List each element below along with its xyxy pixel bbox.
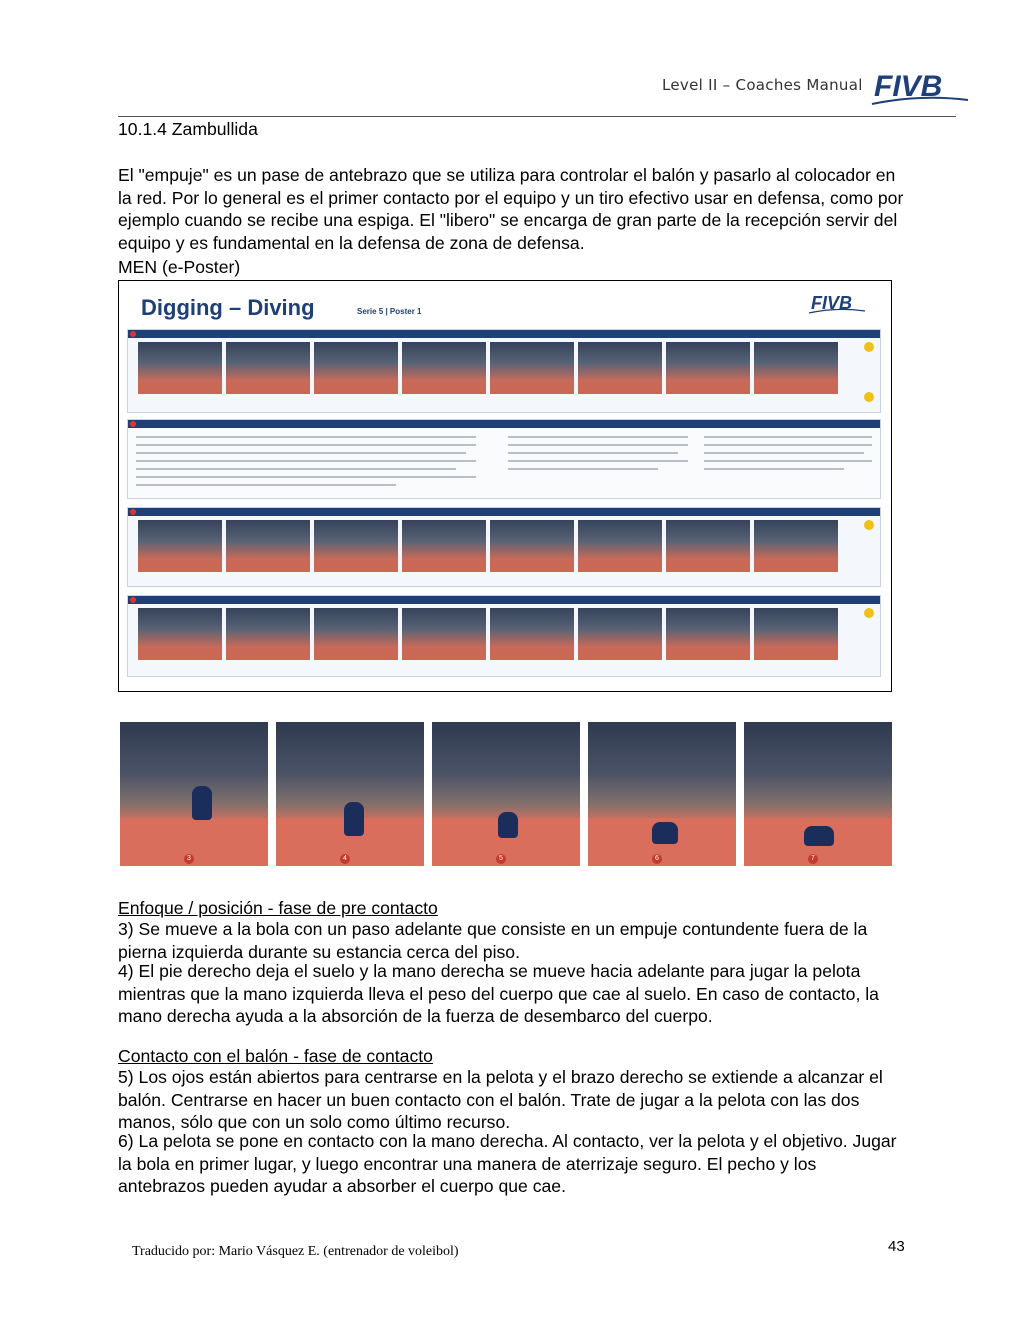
frame-badge: 3	[184, 854, 194, 864]
poster-teaching-description	[127, 419, 881, 499]
photo-frame-4	[276, 722, 424, 866]
section-1-item: 4) El pie derecho deja el suelo y la mano derecha se mueve hacia adelante para jugar la pelota mientras que la mano izquierda lleva el peso del cuerpo que cae al suelo. En caso de contacto, la mano derecha ayuda a la absorción de la fuerza de desembarco del cuerpo.	[118, 961, 879, 1026]
section-2-heading: Contacto con el balón - fase de contacto	[118, 1046, 433, 1066]
section-heading: 10.1.4 Zambullida	[118, 119, 258, 139]
play-icon[interactable]	[864, 342, 874, 352]
poster-strip-4	[127, 595, 881, 677]
photo-frame-5	[432, 722, 580, 866]
poster-fivb-logo	[805, 289, 869, 323]
section-2-item: 6) La pelota se pone en contacto con la mano derecha. Al contacto, ver la pelota y el objetivo. Jugar la bola en primer lugar, y luego encontrar una manera de aterrizaje seguro. El pecho y los antebrazos pueden ayudar a absorber el cuerpo que cae.	[118, 1131, 897, 1196]
intro-paragraph: El "empuje" es un pase de antebrazo que se utiliza para controlar el balón y pasarlo al colocador en la red. Por lo general es el primer contacto por el equipo y un tiro efectivo usar en defensa, como por ejemplo cuando se recibe una espiga. El "libero" se encarga de gran parte de la recepción servir del equipo y es fundamental en la defensa de zona de defensa.	[118, 165, 904, 253]
e-poster	[118, 280, 892, 692]
fivb-logo-text: FIVB	[874, 70, 943, 103]
photo-frame-3	[120, 722, 268, 866]
frame-badge: 5	[496, 854, 506, 864]
photo-frame-7	[744, 722, 892, 866]
poster-strip-3	[127, 507, 881, 587]
photo-frame-6	[588, 722, 736, 866]
frame-badge: 6	[652, 854, 662, 864]
page-number: 43	[888, 1238, 905, 1255]
play-icon[interactable]	[864, 520, 874, 530]
poster-caption: MEN (e-Poster)	[118, 257, 241, 277]
poster-logo-text: FIVB	[811, 293, 853, 313]
frame-badge: 4	[340, 854, 350, 864]
camera-icon[interactable]	[864, 392, 874, 402]
poster-series: Serie 5 | Poster 1	[357, 307, 422, 316]
poster-strip-1	[127, 329, 881, 413]
fivb-logo	[870, 64, 970, 110]
manual-title: Level II – Coaches Manual	[662, 76, 863, 94]
footer-translator: Traducido por: Mario Vásquez E. (entrenador de voleibol)	[132, 1244, 459, 1259]
section-1-heading: Enfoque / posición - fase de pre contacto	[118, 898, 438, 918]
play-icon[interactable]	[864, 608, 874, 618]
section-1-item: 3) Se mueve a la bola con un paso adelante que consiste en un empuje contundente fuera de la pierna izquierda durante su estancia cerca del piso.	[118, 919, 868, 962]
section-2-item: 5) Los ojos están abiertos para centrarse en la pelota y el brazo derecho se extiende a alcanzar el balón. Centrarse en hacer un buen contacto con el balón. Trate de jugar a la pelota con las dos manos, sólo que con un solo como último recurso.	[118, 1067, 883, 1132]
header-rule	[118, 116, 956, 117]
poster-title: Digging – Diving	[141, 295, 315, 320]
frame-badge: 7	[808, 854, 818, 864]
